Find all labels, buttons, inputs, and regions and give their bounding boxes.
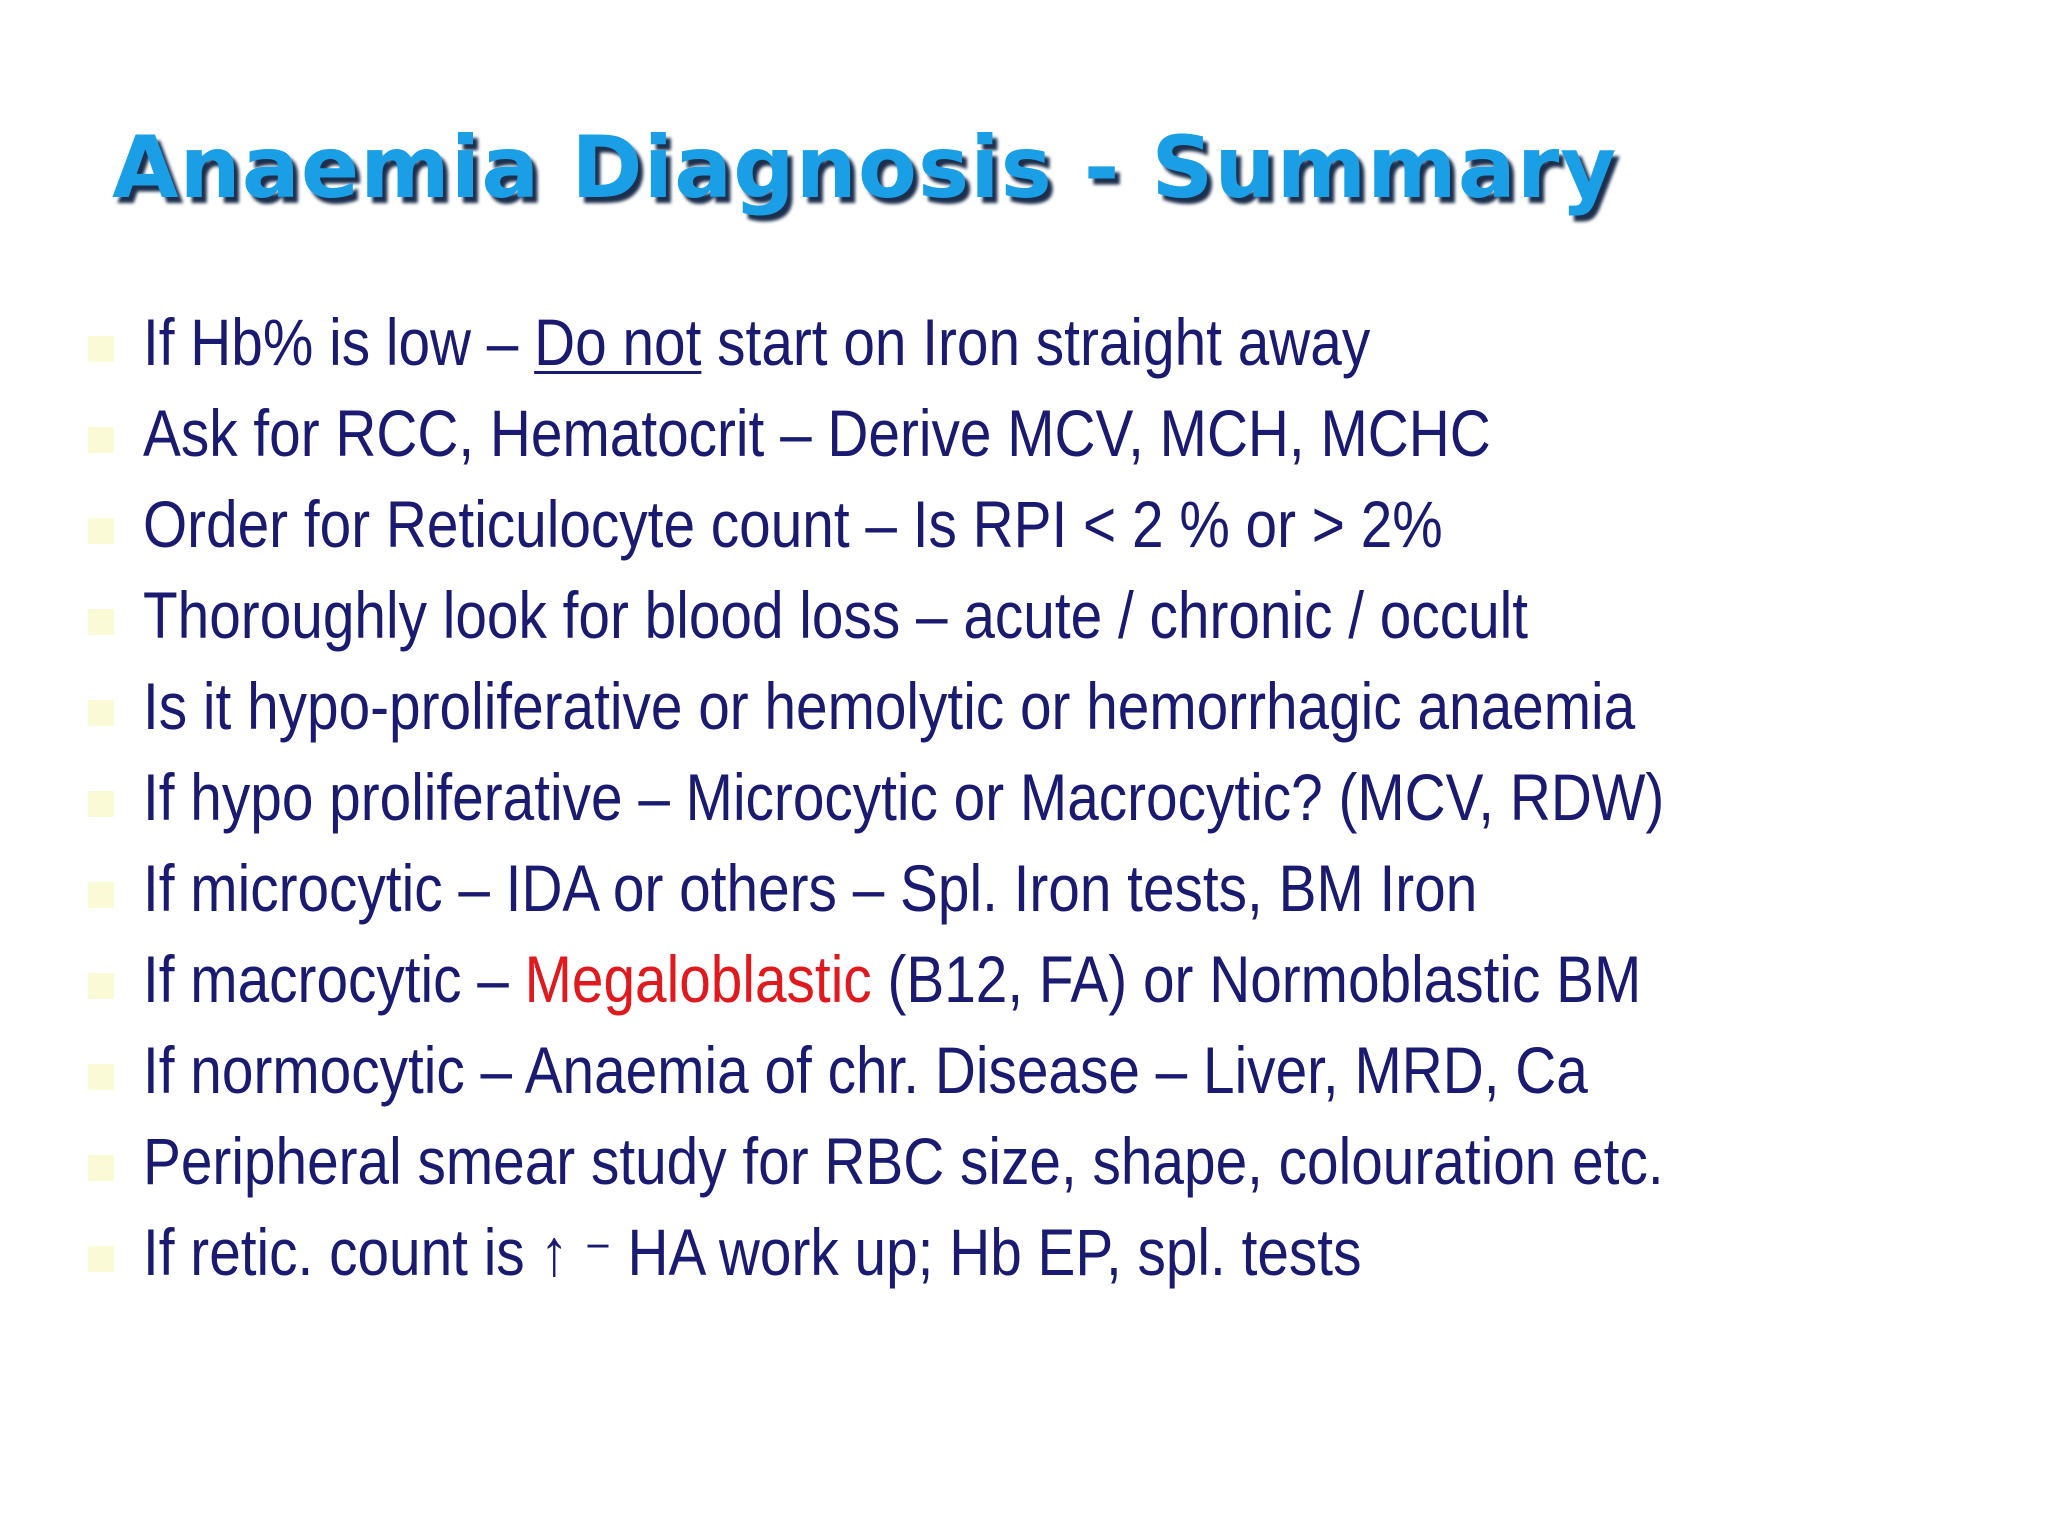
square-bullet-icon	[88, 1155, 114, 1181]
bullet-text: Ask for RCC, Hematocrit – Derive MCV, MCH, MCHC	[143, 395, 1491, 470]
underlined-text: Do not	[534, 304, 702, 379]
up-arrow-icon: ↑	[540, 1214, 569, 1289]
square-bullet-icon	[88, 336, 114, 362]
bullet-text: Thoroughly look for blood loss – acute / chronic / occult	[143, 577, 1529, 652]
bullet-text-part: HA work up; Hb EP, spl. tests	[627, 1214, 1362, 1289]
square-bullet-icon	[88, 518, 114, 544]
square-bullet-icon	[88, 609, 114, 635]
bullet-text: Order for Reticulocyte count – Is RPI < 2 % or > 2%	[143, 486, 1443, 561]
bullet-text-part: If macrocytic –	[143, 941, 525, 1016]
bullet-text	[143, 304, 1371, 379]
slide-title: Anaemia Diagnosis - Summary	[112, 118, 1618, 218]
square-bullet-icon	[88, 1064, 114, 1090]
bullet-text-part: If retic. count is	[143, 1214, 525, 1289]
square-bullet-icon	[88, 882, 114, 908]
bullet-text: Is it hypo-proliferative or hemolytic or hemorrhagic anaemia	[143, 668, 1636, 743]
bullet-text: If hypo proliferative – Microcytic or Macrocytic? (MCV, RDW)	[143, 759, 1665, 834]
bullet-text-part: start on Iron straight away	[701, 304, 1371, 379]
bullet-text	[143, 1214, 1362, 1289]
highlighted-term: Megaloblastic	[524, 941, 872, 1016]
square-bullet-icon	[88, 700, 114, 726]
bullet-text-part: (B12, FA) or Normoblastic BM	[871, 941, 1642, 1016]
dash-symbol: –	[587, 1217, 609, 1267]
bullet-text: Peripheral smear study for RBC size, shape, colouration etc.	[143, 1123, 1664, 1198]
bullet-text-part: If Hb% is low –	[143, 304, 535, 379]
square-bullet-icon	[88, 427, 114, 453]
bullet-text: If microcytic – IDA or others – Spl. Iron tests, BM Iron	[143, 850, 1478, 925]
bullet-text	[143, 941, 1642, 1016]
square-bullet-icon	[88, 791, 114, 817]
square-bullet-icon	[88, 1246, 114, 1272]
square-bullet-icon	[88, 973, 114, 999]
bullet-text: If normocytic – Anaemia of chr. Disease – Liver, MRD, Ca	[143, 1032, 1588, 1107]
